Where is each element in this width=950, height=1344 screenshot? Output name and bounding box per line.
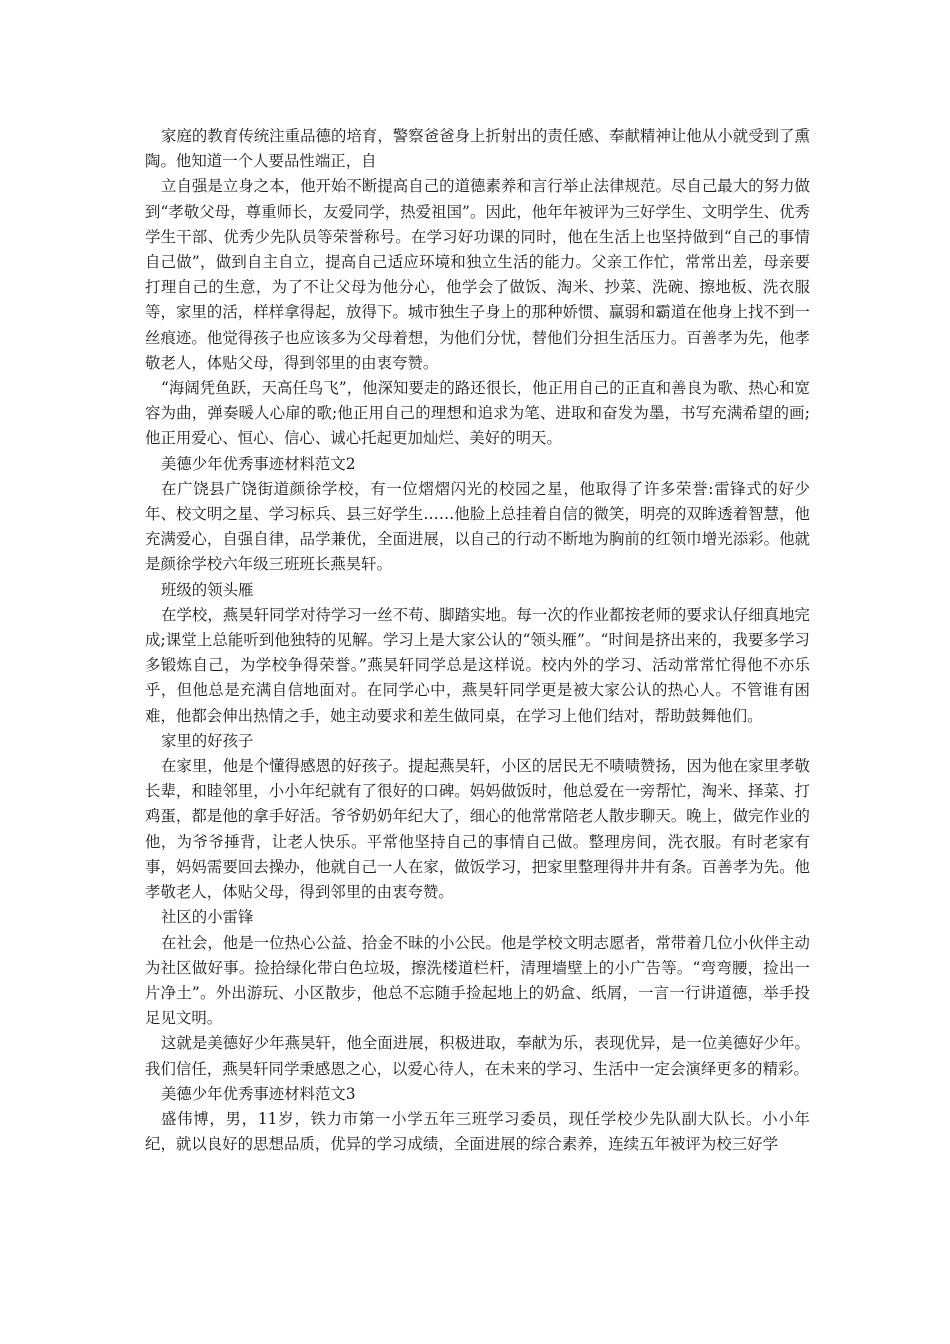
paragraph: 立自强是立身之本，他开始不断提高自己的道德素养和言行举止法律规范。尽自己最大的努力做到“孝敬父母，尊重师长，友爱同学，热爱祖国”。因此，他年年被评为三好学生、文明学生、优秀学生干部、优秀少先队员等荣誉称号。在学习好功课的同时，他在生活上也坚持做到“自己的事情自己做”，做到自主自立，提高自己适应环境和独立生活的能力。父亲工作忙，常常出差，母亲要打理自己的生意，为了不让父母为他分心，他学会了做饭、淘米、抄菜、洗碗、擦地板、洗衣服等，家里的活，样样拿得起，放得下。城市独生子身上的那种娇惯、赢弱和霸道在他身上找不到一丝痕迹。他觉得孩子也应该多为父母着想，为他们分忧，替他们分担生活压力。百善孝为先，他孝敬老人，体贴父母，得到邻里的由衷夸赞。	[145, 177, 810, 372]
paragraph: 盛伟博，男，11岁，铁力市第一小学五年三班学习委员，现任学校少先队副大队长。小小年纪，就以良好的思想品质，优异的学习成绩，全面进展的综合素养，连续五年被评为校三好学	[145, 1109, 810, 1154]
subsection-heading: 社区的小雷锋	[161, 908, 254, 927]
document-body	[145, 124, 810, 1157]
paragraph: 在家里，他是个懂得感恩的好孩子。提起燕昊轩，小区的居民无不啧啧赞扬，因为他在家里孝敬长辈，和睦邻里，小小年纪就有了很好的口碑。妈妈做饭时，他总爱在一旁帮忙，淘米、择菜、打鸡蛋，都是他的拿手好活。爷爷奶奶年纪大了，细心的他常常陪老人散步聊天。晚上，做完作业的他，为爷爷捶背，让老人快乐。平常他坚持自己的事情自己做。整理房间，洗衣服。有时老家有事，妈妈需要回去操办，他就自己一人在家，做饭学习，把家里整理得井井有条。百善孝为先。他孝敬老人，体贴父母，得到邻里的由衷夸赞。	[145, 757, 810, 902]
paragraph: 这就是美德好少年燕昊轩，他全面进展，积极进取，奉献为乐，表现优异，是一位美德好少年。我们信任，燕昊轩同学秉感恩之心，以爱心待人，在未来的学习、生活中一定会演绎更多的精彩。	[145, 1034, 810, 1078]
paragraph: 家庭的教育传统注重品德的培育，警察爸爸身上折射出的责任感、奉献精神让他从小就受到了熏陶。他知道一个人要品性端正，自	[145, 127, 810, 171]
section-heading: 美德少年优秀事迹材料范文2	[161, 454, 356, 473]
paragraph: 在学校，燕昊轩同学对待学习一丝不苟、脚踏实地。每一次的作业都按老师的要求认仔细真地完成;课堂上总能听到他独特的见解。学习上是大家公认的“领头雁”。“时间是挤出来的，我要多学习多锻炼自己，为学校争得荣誉。”燕昊轩同学总是这样说。校内外的学习、活动常常忙得他不亦乐乎，但他总是充满自信地面对。在同学心中，燕昊轩同学更是被大家公认的热心人。不管谁有困难，他都会伸出热情之手，她主动要求和差生做同桌，在学习上他们结对，帮助鼓舞他们。	[145, 605, 810, 725]
subsection-heading: 家里的好孩子	[161, 731, 254, 750]
section-heading: 美德少年优秀事迹材料范文3	[161, 1084, 356, 1103]
subsection-heading: 班级的领头雁	[161, 580, 254, 599]
paragraph: 在社会，他是一位热心公益、拾金不昧的小公民。他是学校文明志愿者，常带着几位小伙伴主动为社区做好事。捡拾绿化带白色垃圾，擦洗楼道栏杆，清理墙壁上的小广告等。“弯弯腰，捡出一片净土”。外出游玩、小区散步，他总不忘随手捡起地上的奶盒、纸屑，一言一行讲道德，举手投足见文明。	[145, 933, 810, 1028]
paragraph: 在广饶县广饶街道颜徐学校，有一位熠熠闪光的校园之星，他取得了许多荣誉:雷锋式的好少年、校文明之星、学习标兵、县三好学生……他脸上总挂着自信的微笑，明亮的双眸透着智慧，他充满爱心，自强自律，品学兼优，全面进展，以自己的行动不断地为胸前的红领巾增光添彩。他就是颜徐学校六年级三班班长燕昊轩。	[145, 479, 810, 574]
paragraph: “海阔凭鱼跃，天高任鸟飞”，他深知要走的路还很长，他正用自己的正直和善良为歌、热心和宽容为曲，弹奏暖人心扉的歌;他正用自己的理想和追求为笔、进取和奋发为墨，书写充满希望的画;他正用爱心、恒心、信心、诚心托起更加灿烂、美好的明天。	[145, 379, 810, 448]
